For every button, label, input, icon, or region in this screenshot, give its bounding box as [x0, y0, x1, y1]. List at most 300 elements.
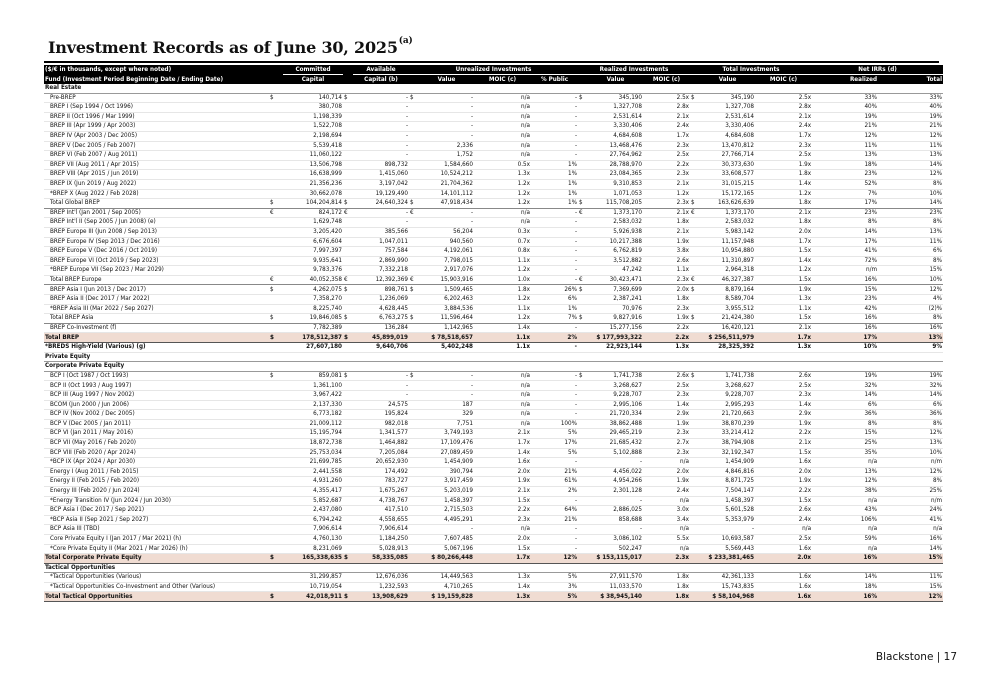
total-moic-cell: 1.4x — [755, 256, 812, 266]
unrealized-value-cell: 1,584,660 — [419, 160, 474, 170]
net-irr-realized-cell: 16% — [812, 554, 878, 564]
total-moic-cell: 1.6x — [755, 592, 812, 602]
net-irr-total-cell: 4% — [878, 295, 943, 305]
net-irr-total-cell: 10% — [878, 275, 943, 285]
percent-public-cell: 1% — [531, 304, 578, 314]
currency-cell — [409, 141, 419, 151]
net-irr-total-cell: 15% — [878, 582, 943, 592]
table-row — [44, 131, 943, 141]
percent-public-cell: 6% — [531, 295, 578, 305]
realized-moic-cell: 1.9x — [643, 477, 690, 487]
realized-moic-cell: 2.6x — [643, 256, 690, 266]
net-irr-total-cell: 6% — [878, 247, 943, 257]
net-irr-total-cell: 21% — [878, 122, 943, 132]
realized-value-cell: 502,247 — [588, 544, 643, 554]
currency-cell — [343, 400, 353, 410]
fund-name-cell: BCP II (Oct 1993 / Aug 1997) — [44, 381, 269, 391]
table-row — [44, 103, 943, 113]
fund-name-cell: BCP III (Aug 1997 / Nov 2002) — [44, 391, 269, 401]
fund-name-cell: BREP Int'l (Jan 2001 / Sep 2005) — [44, 208, 269, 218]
net-irr-realized-cell: 42% — [812, 304, 878, 314]
percent-public-cell: - — [531, 122, 578, 132]
unrealized-value-cell: $ 19,159,828 — [419, 592, 474, 602]
unrealized-value-cell: 2,715,503 — [419, 506, 474, 516]
unrealized-moic-cell: n/a — [474, 151, 531, 161]
net-irr-realized-cell: 23% — [812, 170, 878, 180]
header-unrealized: Unrealized Investments — [409, 65, 578, 75]
net-irr-realized-cell: 41% — [812, 247, 878, 257]
table-row — [44, 247, 943, 257]
currency-cell — [409, 448, 419, 458]
percent-public-cell: - — [531, 391, 578, 401]
total-value-cell: 5,569,443 — [700, 544, 755, 554]
available-capital-cell: 982,018 — [353, 419, 409, 429]
realized-value-cell: - — [588, 496, 643, 506]
currency-cell — [409, 391, 419, 401]
table-row — [44, 573, 943, 583]
realized-value-cell: 27,764,962 — [588, 151, 643, 161]
available-capital-cell: 12,676,036 — [353, 573, 409, 583]
table-row — [44, 160, 943, 170]
realized-moic-cell: 2.3x — [643, 275, 690, 285]
total-value-cell: 38,870,239 — [700, 419, 755, 429]
unrealized-value-cell: 14,101,112 — [419, 189, 474, 199]
currency-cell — [269, 227, 283, 237]
currency-cell — [690, 486, 700, 496]
net-irr-total-cell: 16% — [878, 323, 943, 333]
net-irr-realized-cell: 19% — [812, 112, 878, 122]
available-capital-cell: 4,738,767 — [353, 496, 409, 506]
net-irr-realized-cell: 36% — [812, 410, 878, 420]
available-capital-cell: 45,899,019 — [353, 333, 409, 343]
total-moic-cell: 1.6x — [755, 573, 812, 583]
total-value-cell: 11,310,897 — [700, 256, 755, 266]
currency-cell: € — [409, 275, 419, 285]
realized-moic-cell: 2.3x — [643, 304, 690, 314]
currency-cell — [343, 218, 353, 228]
unrealized-moic-cell: 1.3x — [474, 592, 531, 602]
currency-cell: $ — [343, 285, 353, 295]
net-irr-realized-cell: 16% — [812, 323, 878, 333]
unrealized-moic-cell: 1.1x — [474, 256, 531, 266]
total-value-cell: 2,531,614 — [700, 112, 755, 122]
currency-cell — [578, 419, 588, 429]
percent-public-cell: 5% — [531, 448, 578, 458]
realized-moic-cell: 1.9x — [643, 237, 690, 247]
unrealized-moic-cell: 1.1x — [474, 304, 531, 314]
currency-cell — [343, 486, 353, 496]
currency-cell — [343, 582, 353, 592]
fund-name-cell: BREP Europe V (Dec 2016 / Oct 2019) — [44, 247, 269, 257]
net-irr-total-cell: 13% — [878, 438, 943, 448]
total-moic-cell: 1.8x — [755, 199, 812, 209]
net-irr-realized-cell: 40% — [812, 103, 878, 113]
fund-name-cell: Total Corporate Private Equity — [44, 554, 269, 564]
currency-cell — [269, 486, 283, 496]
total-value-cell: 3,330,406 — [700, 122, 755, 132]
committed-capital-cell: 21,009,112 — [283, 419, 343, 429]
realized-moic-cell: 2.5x — [643, 151, 690, 161]
percent-public-cell: - — [531, 343, 578, 353]
unrealized-value-cell: - — [419, 525, 474, 535]
percent-public-cell: - — [531, 371, 578, 381]
currency-cell — [343, 256, 353, 266]
currency-cell — [409, 477, 419, 487]
fund-name-cell: BCP I (Oct 1987 / Oct 1993) — [44, 371, 269, 381]
realized-moic-cell: 2.2x — [643, 323, 690, 333]
realized-moic-cell: 2.5x — [643, 93, 690, 103]
table-row — [44, 544, 943, 554]
unrealized-value-cell: 940,560 — [419, 237, 474, 247]
unrealized-value-cell: 21,704,362 — [419, 179, 474, 189]
currency-cell — [343, 227, 353, 237]
realized-value-cell: 30,423,471 — [588, 275, 643, 285]
currency-cell — [409, 467, 419, 477]
total-moic-cell: 1.3x — [755, 343, 812, 353]
unrealized-value-cell: 7,798,015 — [419, 256, 474, 266]
currency-cell — [269, 410, 283, 420]
fund-name-cell: Total BREP Europe — [44, 275, 269, 285]
currency-cell — [409, 429, 419, 439]
committed-capital-cell: 2,437,080 — [283, 506, 343, 516]
realized-moic-cell: 1.3x — [643, 343, 690, 353]
currency-cell — [409, 582, 419, 592]
total-moic-cell: 2.6x — [755, 506, 812, 516]
currency-cell — [690, 592, 700, 602]
title-footnote: (a) — [398, 36, 413, 46]
unrealized-value-cell: 3,884,536 — [419, 304, 474, 314]
realized-value-cell: - — [588, 525, 643, 535]
total-row — [44, 333, 943, 343]
currency-cell — [409, 112, 419, 122]
percent-public-cell: 7% — [531, 314, 578, 324]
total-moic-cell: 2.0x — [755, 467, 812, 477]
net-irr-realized-cell: 35% — [812, 448, 878, 458]
net-irr-total-cell: 11% — [878, 141, 943, 151]
currency-cell — [578, 458, 588, 468]
table-row — [44, 525, 943, 535]
realized-moic-cell: 2.0x — [643, 285, 690, 295]
unrealized-moic-cell: 1.2x — [474, 314, 531, 324]
realized-value-cell: 345,190 — [588, 93, 643, 103]
currency-cell — [578, 544, 588, 554]
net-irr-total-cell: 14% — [878, 544, 943, 554]
committed-capital-cell: 9,783,376 — [283, 266, 343, 276]
available-capital-cell: - — [353, 93, 409, 103]
net-irr-realized-cell: 33% — [812, 93, 878, 103]
net-irr-realized-cell: 15% — [812, 285, 878, 295]
net-irr-total-cell: 8% — [878, 314, 943, 324]
table-row — [44, 506, 943, 516]
available-capital-cell: 783,727 — [353, 477, 409, 487]
realized-moic-cell: 1.9x — [643, 314, 690, 324]
currency-cell — [343, 506, 353, 516]
realized-moic-cell: 2.3x — [643, 391, 690, 401]
unrealized-moic-cell: 1.3x — [474, 573, 531, 583]
total-moic-cell: 1.7x — [755, 131, 812, 141]
table-row — [44, 218, 943, 228]
unrealized-value-cell: 1,142,965 — [419, 323, 474, 333]
currency-cell — [343, 525, 353, 535]
available-capital-cell: 58,335,085 — [353, 554, 409, 564]
currency-cell — [578, 410, 588, 420]
table-row — [44, 208, 943, 218]
currency-cell: € — [578, 208, 588, 218]
currency-cell — [690, 256, 700, 266]
total-value-cell: 2,995,293 — [700, 400, 755, 410]
unrealized-moic-cell: n/a — [474, 381, 531, 391]
total-moic-cell: 1.9x — [755, 419, 812, 429]
currency-cell — [343, 122, 353, 132]
realized-value-cell: 21,720,334 — [588, 410, 643, 420]
net-irr-realized-cell: n/a — [812, 525, 878, 535]
table-row — [44, 391, 943, 401]
net-irr-total-cell: 12% — [878, 429, 943, 439]
currency-cell — [578, 506, 588, 516]
committed-capital-cell: 1,198,339 — [283, 112, 343, 122]
percent-public-cell: - — [531, 141, 578, 151]
unrealized-moic-cell: 1.4x — [474, 582, 531, 592]
section-header-row — [44, 362, 943, 372]
committed-capital-cell: 42,018,911 — [283, 592, 343, 602]
percent-public-cell: - — [531, 410, 578, 420]
net-irr-total-cell: 25% — [878, 486, 943, 496]
unrealized-moic-cell: n/a — [474, 419, 531, 429]
net-irr-realized-cell: 13% — [812, 467, 878, 477]
percent-public-cell: - — [531, 237, 578, 247]
committed-capital-cell: 4,355,417 — [283, 486, 343, 496]
fund-name-cell: *Core Private Equity II (Mar 2021 / Mar 2026) (h) — [44, 544, 269, 554]
currency-cell — [269, 237, 283, 247]
net-irr-realized-cell: 52% — [812, 179, 878, 189]
net-irr-realized-cell: 6% — [812, 400, 878, 410]
currency-cell — [409, 323, 419, 333]
percent-public-cell: - — [531, 208, 578, 218]
realized-value-cell: 2,886,025 — [588, 506, 643, 516]
table-row — [44, 179, 943, 189]
currency-cell — [343, 410, 353, 420]
net-irr-total-cell: 10% — [878, 189, 943, 199]
total-value-cell: 5,601,528 — [700, 506, 755, 516]
percent-public-cell: - — [531, 256, 578, 266]
currency-cell: $ — [343, 592, 353, 602]
realized-value-cell: 2,387,241 — [588, 295, 643, 305]
committed-capital-cell: 3,205,420 — [283, 227, 343, 237]
currency-cell — [578, 323, 588, 333]
unrealized-moic-cell: 1.8x — [474, 285, 531, 295]
currency-cell — [269, 573, 283, 583]
currency-cell — [690, 525, 700, 535]
available-capital-cell: 2,869,990 — [353, 256, 409, 266]
committed-capital-cell: 7,358,270 — [283, 295, 343, 305]
currency-cell — [269, 343, 283, 353]
realized-value-cell: 70,976 — [588, 304, 643, 314]
currency-cell — [690, 534, 700, 544]
realized-value-cell: 1,741,738 — [588, 371, 643, 381]
fund-name-cell: BREP Asia II (Dec 2017 / Mar 2022) — [44, 295, 269, 305]
currency-cell — [269, 141, 283, 151]
percent-public-cell: 64% — [531, 506, 578, 516]
realized-moic-cell: 3.0x — [643, 506, 690, 516]
unrealized-value-cell: 6,202,463 — [419, 295, 474, 305]
realized-value-cell: 21,685,432 — [588, 438, 643, 448]
committed-capital-cell: 21,699,785 — [283, 458, 343, 468]
net-irr-realized-cell: 18% — [812, 160, 878, 170]
realized-value-cell: $ 177,993,322 — [588, 333, 643, 343]
realized-moic-cell: 2.0x — [643, 467, 690, 477]
currency-cell: $ — [269, 93, 283, 103]
total-moic-cell: 2.5x — [755, 93, 812, 103]
total-moic-cell: 1.7x — [755, 333, 812, 343]
unrealized-value-cell: - — [419, 112, 474, 122]
available-capital-cell: 1,236,069 — [353, 295, 409, 305]
currency-cell: $ — [578, 199, 588, 209]
total-moic-cell: 1.4x — [755, 400, 812, 410]
net-irr-realized-cell: 23% — [812, 295, 878, 305]
available-capital-cell: 1,341,577 — [353, 429, 409, 439]
available-capital-cell: 417,510 — [353, 506, 409, 516]
currency-cell — [578, 592, 588, 602]
currency-cell — [578, 131, 588, 141]
currency-cell — [578, 151, 588, 161]
currency-cell: € — [269, 208, 283, 218]
currency-cell — [578, 266, 588, 276]
currency-cell — [343, 448, 353, 458]
header-capital-b: Capital (b) — [353, 75, 409, 85]
realized-moic-cell: 2.3x — [643, 141, 690, 151]
realized-value-cell: 5,926,938 — [588, 227, 643, 237]
currency-cell: $ — [269, 554, 283, 564]
currency-cell — [269, 391, 283, 401]
fund-name-cell: BCP Asia I (Dec 2017 / Sep 2021) — [44, 506, 269, 516]
fund-name-cell: BCOM (Jun 2000 / Jun 2006) — [44, 400, 269, 410]
unrealized-moic-cell: 2.0x — [474, 467, 531, 477]
percent-public-cell: 61% — [531, 477, 578, 487]
available-capital-cell: 9,640,706 — [353, 343, 409, 353]
fund-name-cell: Pre-BREP — [44, 93, 269, 103]
total-value-cell: 30,373,630 — [700, 160, 755, 170]
unrealized-moic-cell: 1.3x — [474, 170, 531, 180]
total-value-cell: 32,192,347 — [700, 448, 755, 458]
currency-cell: $ — [578, 371, 588, 381]
net-irr-total-cell: 19% — [878, 112, 943, 122]
currency-cell — [409, 122, 419, 132]
currency-cell — [343, 381, 353, 391]
currency-cell — [690, 400, 700, 410]
unrealized-value-cell: - — [419, 122, 474, 132]
currency-cell: $ — [343, 371, 353, 381]
unrealized-moic-cell: 1.2x — [474, 266, 531, 276]
available-capital-cell: 24,575 — [353, 400, 409, 410]
percent-public-cell: 26% — [531, 285, 578, 295]
total-value-cell: 1,327,708 — [700, 103, 755, 113]
total-value-cell: 10,954,880 — [700, 247, 755, 257]
currency-cell — [269, 582, 283, 592]
total-value-cell: 15,172,165 — [700, 189, 755, 199]
available-capital-cell: - — [353, 381, 409, 391]
available-capital-cell: - — [353, 371, 409, 381]
total-moic-cell: 1.5x — [755, 448, 812, 458]
fund-name-cell: BREP Co-Investment (f) — [44, 323, 269, 333]
committed-capital-cell: 3,967,422 — [283, 391, 343, 401]
net-irr-realized-cell: n/a — [812, 496, 878, 506]
net-irr-realized-cell: 13% — [812, 151, 878, 161]
realized-moic-cell: 1.4x — [643, 400, 690, 410]
total-moic-cell: 1.4x — [755, 179, 812, 189]
header-realized-moic: MOIC (c) — [643, 75, 690, 85]
currency-cell: $ — [269, 333, 283, 343]
net-irr-realized-cell: 16% — [812, 275, 878, 285]
table-row — [44, 381, 943, 391]
currency-cell: € — [409, 208, 419, 218]
total-moic-cell: 1.8x — [755, 170, 812, 180]
unrealized-moic-cell: 0.5x — [474, 160, 531, 170]
available-capital-cell: 13,908,629 — [353, 592, 409, 602]
table-row — [44, 496, 943, 506]
currency-cell — [690, 323, 700, 333]
currency-cell — [409, 151, 419, 161]
total-value-cell: $ 233,381,465 — [700, 554, 755, 564]
realized-moic-cell: n/a — [643, 544, 690, 554]
committed-capital-cell: 25,753,034 — [283, 448, 343, 458]
unrealized-value-cell: 7,607,485 — [419, 534, 474, 544]
currency-cell: $ — [343, 333, 353, 343]
percent-public-cell: 17% — [531, 438, 578, 448]
total-moic-cell: 1.1x — [755, 304, 812, 314]
available-capital-cell: 5,028,913 — [353, 544, 409, 554]
realized-value-cell: 22,923,144 — [588, 343, 643, 353]
currency-cell — [690, 304, 700, 314]
net-irr-total-cell: 8% — [878, 179, 943, 189]
currency-cell: $ — [343, 314, 353, 324]
currency-cell — [578, 333, 588, 343]
unrealized-moic-cell: n/a — [474, 410, 531, 420]
fund-name-cell: BCP V (Dec 2005 / Jan 2011) — [44, 419, 269, 429]
realized-value-cell: $ 38,945,140 — [588, 592, 643, 602]
currency-cell — [690, 419, 700, 429]
unrealized-value-cell: 1,454,909 — [419, 458, 474, 468]
realized-value-cell: 13,468,476 — [588, 141, 643, 151]
table-row — [44, 151, 943, 161]
net-irr-realized-cell: 32% — [812, 381, 878, 391]
table-row — [44, 170, 943, 180]
currency-cell — [409, 419, 419, 429]
unrealized-moic-cell: 1.6x — [474, 458, 531, 468]
header-capital: Capital — [283, 75, 343, 85]
unrealized-moic-cell: n/a — [474, 112, 531, 122]
currency-cell — [409, 381, 419, 391]
table-row — [44, 199, 943, 209]
realized-value-cell: 10,217,388 — [588, 237, 643, 247]
percent-public-cell: 1% — [531, 170, 578, 180]
committed-capital-cell: 30,662,078 — [283, 189, 343, 199]
currency-cell — [269, 247, 283, 257]
unrealized-value-cell: 56,204 — [419, 227, 474, 237]
unrealized-value-cell: 10,524,212 — [419, 170, 474, 180]
realized-moic-cell: 2.2x — [643, 160, 690, 170]
table-row — [44, 93, 943, 103]
percent-public-cell: - — [531, 227, 578, 237]
unrealized-moic-cell: 2.2x — [474, 506, 531, 516]
currency-cell — [690, 582, 700, 592]
currency-cell — [343, 467, 353, 477]
investment-records-table — [44, 65, 943, 602]
page-footer: Blackstone | 17 — [875, 651, 957, 663]
currency-cell — [343, 295, 353, 305]
table-row — [44, 534, 943, 544]
currency-cell — [690, 333, 700, 343]
realized-moic-cell: n/a — [643, 458, 690, 468]
